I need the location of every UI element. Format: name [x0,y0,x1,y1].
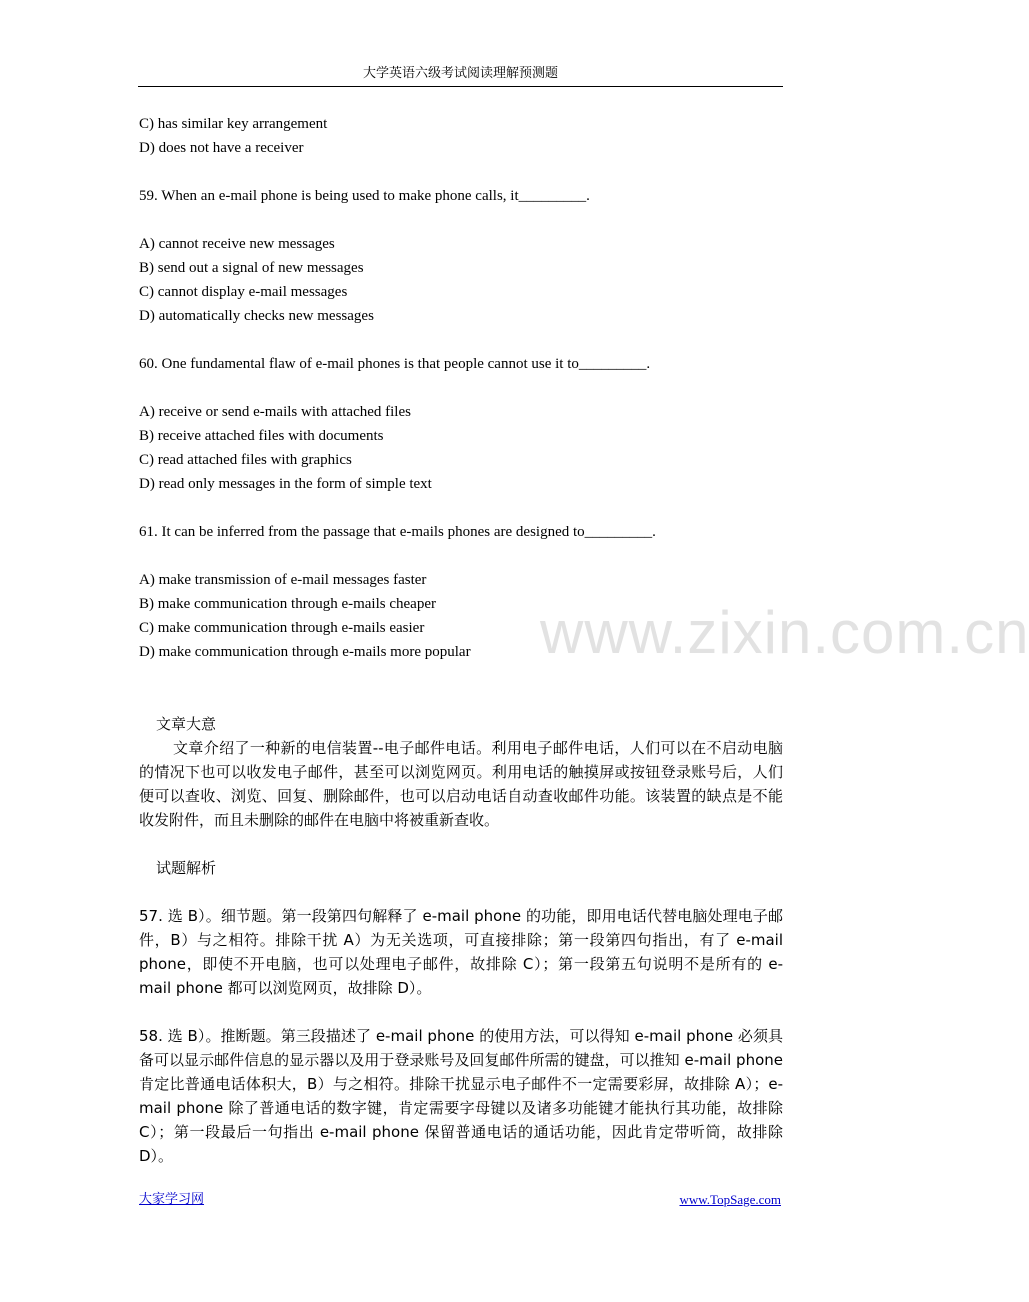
option-line: A) cannot receive new messages [139,236,335,252]
watermark: www.zixin.com.cn [540,599,1029,666]
option-line: B) send out a signal of new messages [139,260,364,276]
analysis-58: 58. 选 B）。推断题。第三段描述了 e-mail phone 的使用方法，可以得知 e-mail phone 必须具备可以显示邮件信息的显示器以及用于登录账号及回复邮件所需的键盘，可以推知 e-mail phone 肯定比普通电话体积大，B）与之相符。排除干扰显示电子邮件不一定需要彩屏，故排除 A）；e-mail phone 除了普通电话的数字键，肯定需要字母键以及诸多功能键才能执行其功能，故排除 C）；第一段最后一句指出 e-mail phone 保留普通电话的通话功能，因此肯定带听筒，故排除 D）。 [139,1027,783,1165]
analysis-57: 57. 选 B）。细节题。第一段第四句解释了 e-mail phone 的功能，即用电话代替电脑处理电子邮件，B）与之相符。排除干扰 A）为无关选项，可直接排除；第一段第四句指出，有了 e-mail phone，即使不开电脑，也可以处理电子邮件，故排除 C）；第一段第五句说明不是所有的 e-mail phone 都可以浏览网页，故排除 D）。 [139,907,783,997]
option-line: D) does not have a receiver [139,140,304,156]
analysis-heading: 试题解析 [156,859,217,877]
page-footer [139,1191,781,1209]
option-line: C) cannot display e-mail messages [139,284,348,300]
footer-site-link[interactable]: 大家学习网 [139,1192,205,1207]
option-line: C) read attached files with graphics [139,452,352,468]
option-line: C) make communication through e-mails easier [139,620,425,636]
summary-text: 文章介绍了一种新的电信装置--电子邮件电话。利用电子邮件电话，人们可以在不启动电脑的情况下也可以收发电子邮件，甚至可以浏览网页。利用电话的触摸屏或按钮登录账号后，人们便可以查收、浏览、回复、删除邮件，也可以启动电话自动查收邮件功能。该装置的缺点是不能收发附件，而且未删除的邮件在电脑中将被重新查收。 [139,739,783,829]
question-60-stem: 60. One fundamental flaw of e-mail phones is that people cannot use it to_________. [139,356,651,372]
option-line: B) make communication through e-mails cheaper [139,596,436,612]
page-header: 大学英语六级考试阅读理解预测题 [138,64,783,87]
question-59-stem: 59. When an e-mail phone is being used to make phone calls, it_________. [139,188,590,204]
summary-heading: 文章大意 [156,715,217,733]
option-line: A) make transmission of e-mail messages faster [139,572,427,588]
option-line: D) make communication through e-mails more popular [139,644,471,660]
option-line: D) read only messages in the form of simple text [139,476,432,492]
option-line: B) receive attached files with documents [139,428,384,444]
question-61-stem: 61. It can be inferred from the passage that e-mails phones are designed to_________. [139,524,656,540]
option-line: D) automatically checks new messages [139,308,374,324]
option-line: A) receive or send e-mails with attached files [139,404,411,420]
footer-url-link[interactable]: www.TopSage.com [679,1192,781,1207]
page-content [139,112,783,1168]
option-line: C) has similar key arrangement [139,116,328,132]
